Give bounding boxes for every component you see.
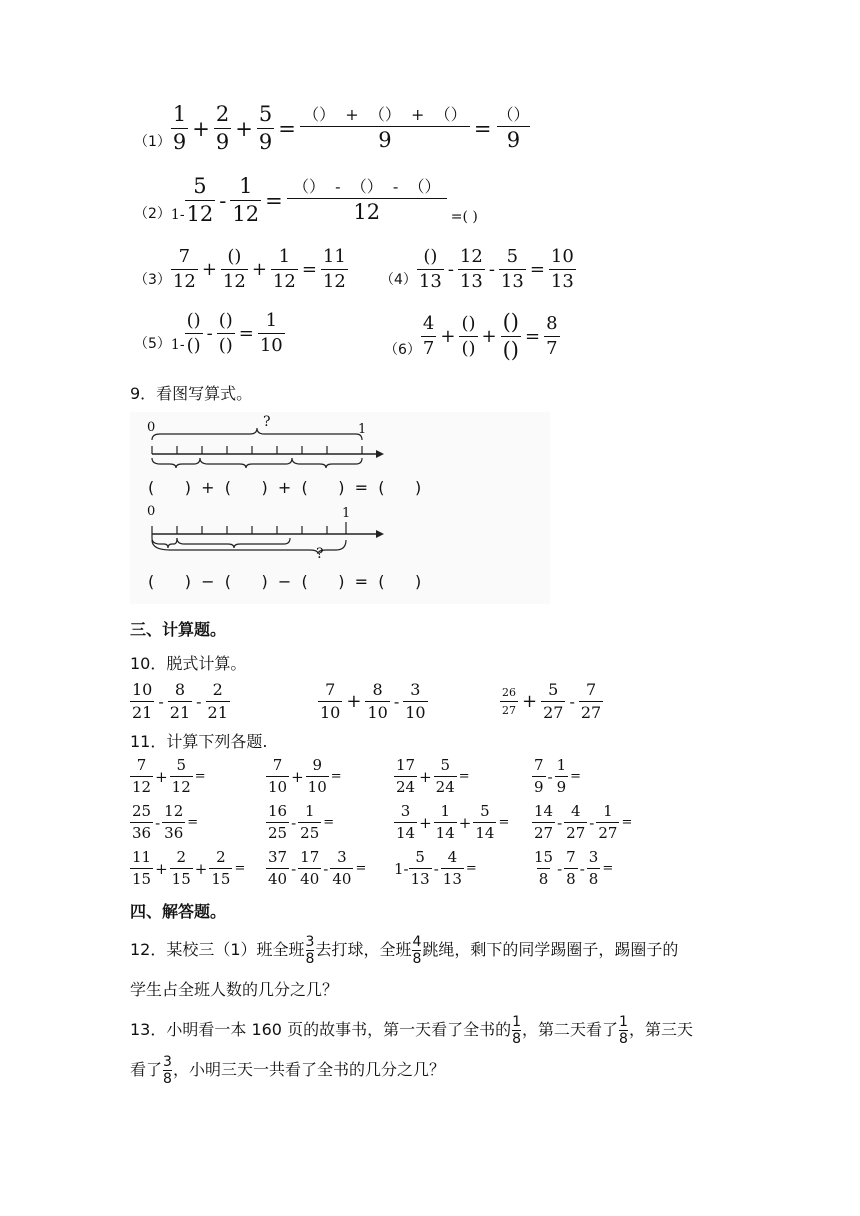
fraction: $\frac{5}{14}$ [475, 802, 495, 842]
fraction: $\frac{3}{8}$ [588, 848, 599, 888]
fraction: $\frac{1}{8}$ [619, 1014, 628, 1047]
fraction: $\frac{7}{8}$ [566, 848, 576, 888]
line2-expression: ( ) − ( ) − ( ) = ( ) [148, 572, 422, 591]
line1-question-mark: ? [263, 414, 271, 430]
q13-line1: 13．小明看一本 160 页的故事书，第一天看了全书的 $\frac{1}{8}$ ，第二天看了 $\frac{1}{8}$ ，第三天 [130, 1014, 693, 1047]
q11-title: 11．计算下列各题. [130, 732, 268, 751]
section4-heading: 四、解答题。 [130, 902, 227, 921]
fraction: $\frac{17}{24}$ [396, 756, 416, 796]
fraction: $\frac{7}{9}$ [534, 756, 544, 796]
q2-label: （2） [134, 206, 171, 222]
q3-row: （3） $\frac{7}{12}$ + $\frac{()}{12}$ + $\frac{1}{12}$ = $\frac{11}{12}$ [134, 246, 346, 292]
q2-prefix: 1- [170, 207, 185, 223]
q4-label: （4） [380, 272, 417, 288]
q12-line2: 学生占全班人数的几分之几？ [130, 980, 339, 999]
q9-title: 9．看图写算式。 [130, 384, 253, 403]
q11-expression: $\frac{16}{25}$ - $\frac{1}{25}$ = [268, 802, 335, 842]
fraction: $\frac{7}{12}$ [132, 756, 152, 796]
fraction: $\frac{3}{8}$ [305, 934, 315, 967]
fraction: $\frac{1}{12}$ [232, 174, 260, 226]
q11-expression: $\frac{37}{40}$ - $\frac{17}{40}$ - $\frac{3}{40}$ = [268, 848, 367, 888]
q10-item-1: $\frac{10}{21}$ - $\frac{8}{21}$ - $\frac{2}{21}$ [132, 680, 228, 722]
fraction: $\frac{17}{40}$ [300, 848, 320, 888]
q11-expression: $\frac{17}{24}$ + $\frac{5}{24}$ = [396, 756, 470, 796]
q5-prefix: 1- [170, 337, 185, 353]
fraction: $\frac{5}{12}$ [186, 174, 214, 226]
q4-row: （4） $\frac{()}{13}$ - $\frac{12}{13}$ - $\frac{5}{13}$ = $\frac{10}{13}$ [380, 246, 574, 292]
q11-expression: $\frac{15}{8}$ - $\frac{7}{8}$ - $\frac{3}{8}$ = [534, 848, 614, 888]
q2-row: （2） 1- $\frac{5}{12}$ - $\frac{1}{12}$ = $\frac{() - () - ()}{12}$ =( ) [134, 174, 478, 226]
fraction: $\frac{1}{8}$ [512, 1014, 521, 1047]
fraction: $\frac{1}{25}$ [300, 802, 320, 842]
line1-expression: ( ) + ( ) + ( ) = ( ) [148, 478, 422, 497]
fraction: $\frac{7}{10}$ [268, 756, 288, 796]
fraction: $\frac{37}{40}$ [268, 848, 288, 888]
q6-row: （6） $\frac{4}{7}$ + $\frac{()}{()}$ + $\frac{()}{()}$ = $\frac{8}{7}$ [384, 310, 558, 362]
fraction: $\frac{4}{13}$ [442, 848, 462, 888]
q10-item-2: $\frac{7}{10}$ + $\frac{8}{10}$ - $\frac{3}{10}$ [320, 680, 426, 722]
line2-zero-label: 0 [147, 504, 156, 519]
fraction: $\frac{16}{25}$ [268, 802, 288, 842]
fraction: $\frac{15}{8}$ [534, 848, 554, 888]
q13-line2: 看了 $\frac{3}{8}$ ，小明三天一共看了全书的几分之几？ [130, 1054, 445, 1087]
fill-fraction: $\frac{() - () - ()}{12}$ [287, 179, 447, 223]
q6-label: （6） [384, 342, 421, 358]
fraction: $\frac{2}{15}$ [211, 848, 231, 888]
fraction: $\frac{25}{36}$ [132, 802, 152, 842]
line1-one-label: 1 [358, 422, 367, 437]
fraction: $\frac{3}{14}$ [396, 802, 416, 842]
fraction: $\frac{1}{14}$ [435, 802, 455, 842]
q10-title: 10．脱式计算。 [130, 654, 247, 673]
number-line-figure [130, 412, 550, 604]
line2-one-label: 1 [342, 506, 351, 521]
q11-expression: $\frac{11}{15}$ + $\frac{2}{15}$ + $\frac{2}{15}$ = [132, 848, 246, 888]
fraction: $\frac{1}{9}$ [556, 756, 567, 796]
q11-expression: 1- $\frac{5}{13}$ - $\frac{4}{13}$ = [394, 848, 477, 888]
section3-heading: 三、计算题。 [130, 620, 227, 639]
q11-expression: $\frac{14}{27}$ - $\frac{4}{27}$ - $\frac{1}{27}$ = [534, 802, 633, 842]
line1-zero-label: 0 [147, 420, 156, 435]
fill-fraction: $\frac{() + () + ()}{9}$ [300, 107, 470, 151]
fraction: $\frac{5}{24}$ [435, 756, 455, 796]
q11-expression: $\frac{7}{9}$ - $\frac{1}{9}$ = [534, 756, 582, 796]
q11-expression: $\frac{7}{10}$ + $\frac{9}{10}$ = [268, 756, 342, 796]
q5-label: （5） [134, 336, 171, 352]
q11-expression: $\frac{7}{12}$ + $\frac{5}{12}$ = [132, 756, 206, 796]
q12-line1: 12．某校三（1）班全班 $\frac{3}{8}$ 去打球，全班 $\frac{4}{8}$ 跳绳，剩下的同学踢圈子，踢圈子的 [130, 934, 679, 967]
fraction: $\frac{4}{27}$ [566, 802, 586, 842]
q1-label: （1） [134, 134, 171, 150]
fraction: $\frac{4}{8}$ [412, 934, 422, 967]
fraction: $\frac{11}{15}$ [132, 848, 152, 888]
q11-expression: $\frac{3}{14}$ + $\frac{1}{14}$ + $\frac{5}{14}$ = [396, 802, 510, 842]
fraction: $\frac{3}{40}$ [332, 848, 352, 888]
fraction: $\frac{12}{36}$ [164, 802, 184, 842]
fraction: $\frac{14}{27}$ [534, 802, 554, 842]
fraction: $\frac{3}{8}$ [163, 1054, 172, 1087]
fraction: $\frac{1}{27}$ [598, 802, 618, 842]
q2-tail: =( ) [450, 209, 478, 225]
fraction: $\frac{5}{12}$ [171, 756, 191, 796]
q5-row: （5） 1- $\frac{()}{()}$ - $\frac{()}{()}$ = $\frac{1}{10}$ [134, 310, 283, 356]
fraction: $\frac{2}{9}$ [215, 102, 230, 154]
q1-row: （1） $\frac{1}{9}$ + $\frac{2}{9}$ + $\frac{5}{9}$ = $\frac{() + () + ()}{9}$ = $\frac{()}{9}$ [134, 102, 530, 154]
fraction: $\frac{1}{9}$ [172, 102, 187, 154]
fraction: $\frac{5}{13}$ [410, 848, 430, 888]
line2-question-mark: ? [316, 546, 324, 562]
fill-fraction: $\frac{()}{9}$ [497, 104, 530, 152]
fraction: $\frac{9}{10}$ [307, 756, 327, 796]
fraction: $\frac{5}{9}$ [258, 102, 273, 154]
q3-label: （3） [134, 272, 171, 288]
q10-item-3: $\frac{26}{27}$ + $\frac{5}{27}$ - $\frac{7}{27}$ [502, 680, 602, 722]
q11-expression: $\frac{25}{36}$ - $\frac{12}{36}$ = [132, 802, 199, 842]
fraction: $\frac{2}{15}$ [171, 848, 191, 888]
